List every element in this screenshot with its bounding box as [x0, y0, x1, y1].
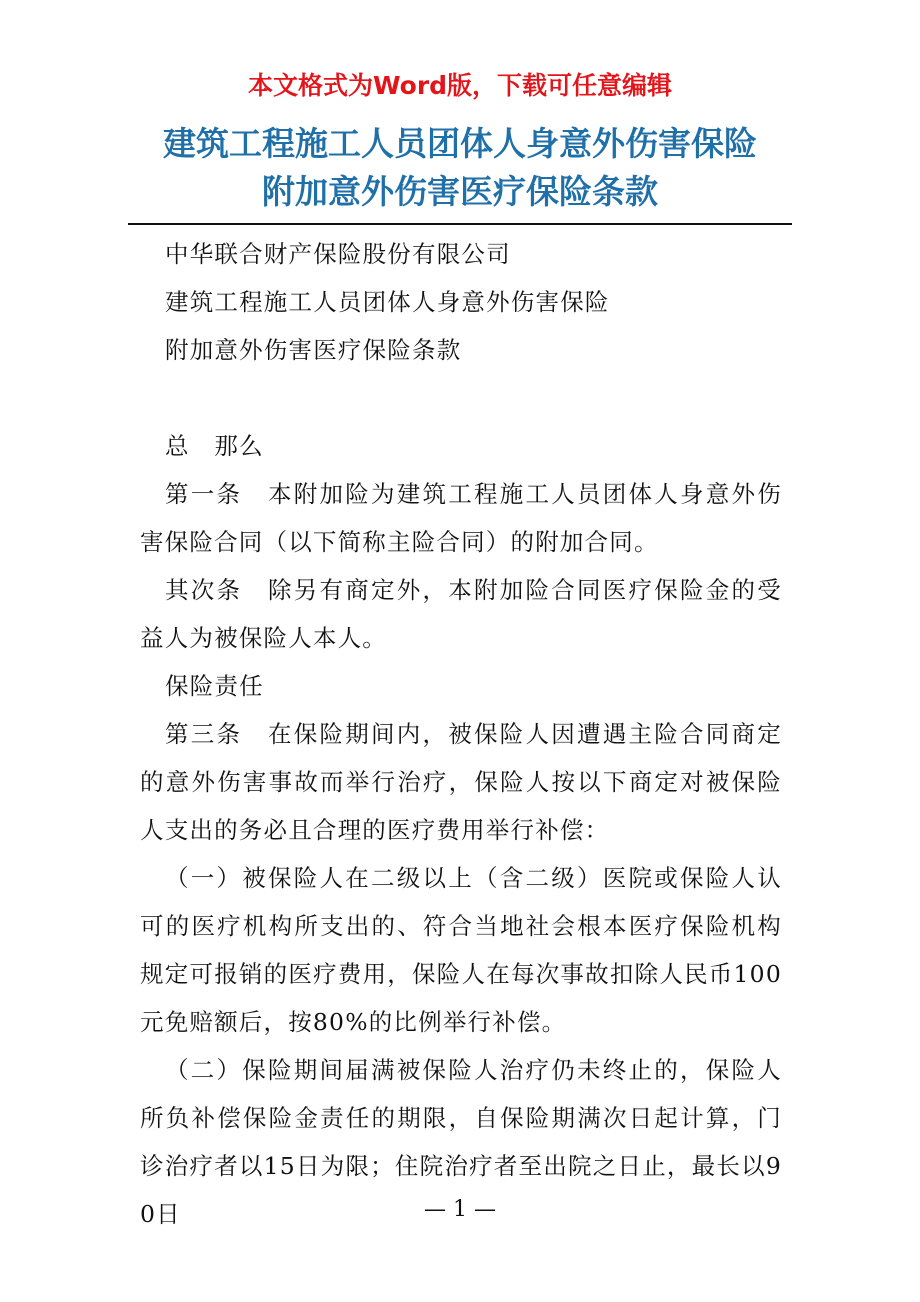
section-heading-coverage: 保险责任: [165, 672, 264, 700]
article-1: 第一条 本附加险为建筑工程施工人员团体人身意外伤害保险合同（以下简称主险合同）的附加合同。: [140, 480, 782, 556]
section-heading-general: 总 那么: [165, 432, 264, 460]
article-2: 其次条 除另有商定外，本附加险合同医疗保险金的受益人为被保险人本人。: [140, 576, 782, 652]
document-body: [140, 230, 782, 1238]
format-notice: 本文格式为Word版，下载可任意编辑: [247, 71, 673, 100]
company-name: 中华联合财产保险股份有限公司: [165, 240, 511, 268]
document-title-line-1: 建筑工程施工人员团体人身意外伤害保险: [163, 124, 757, 163]
article-3-item-1: （一）被保险人在二级以上（含二级）医院或保险人认可的医疗机构所支出的、符合当地社会根本医疗保险机构规定可报销的医疗费用，保险人在每次事故扣除人民币100元免赔额后，按80%的比例举行补偿。: [140, 864, 782, 1036]
insurance-product-name: 建筑工程施工人员团体人身意外伤害保险: [165, 288, 610, 316]
page-number: — 1 —: [424, 1197, 496, 1222]
clause-name: 附加意外伤害医疗保险条款: [165, 336, 462, 364]
article-3-item-2: （二）保险期间届满被保险人治疗仍未终止的，保险人所负补偿保险金责任的期限，自保险期满次日起计算，门诊治疗者以15日为限；住院治疗者至出院之日止，最长以90日: [140, 1056, 782, 1228]
document-title-line-2: 附加意外伤害医疗保险条款: [262, 172, 658, 211]
article-3: 第三条 在保险期间内，被保险人因遭遇主险合同商定的意外伤害事故而举行治疗，保险人按以下商定对被保险人支出的务必且合理的医疗费用举行补偿：: [140, 720, 782, 844]
blank-line: [140, 374, 782, 422]
title-divider: [128, 223, 792, 225]
